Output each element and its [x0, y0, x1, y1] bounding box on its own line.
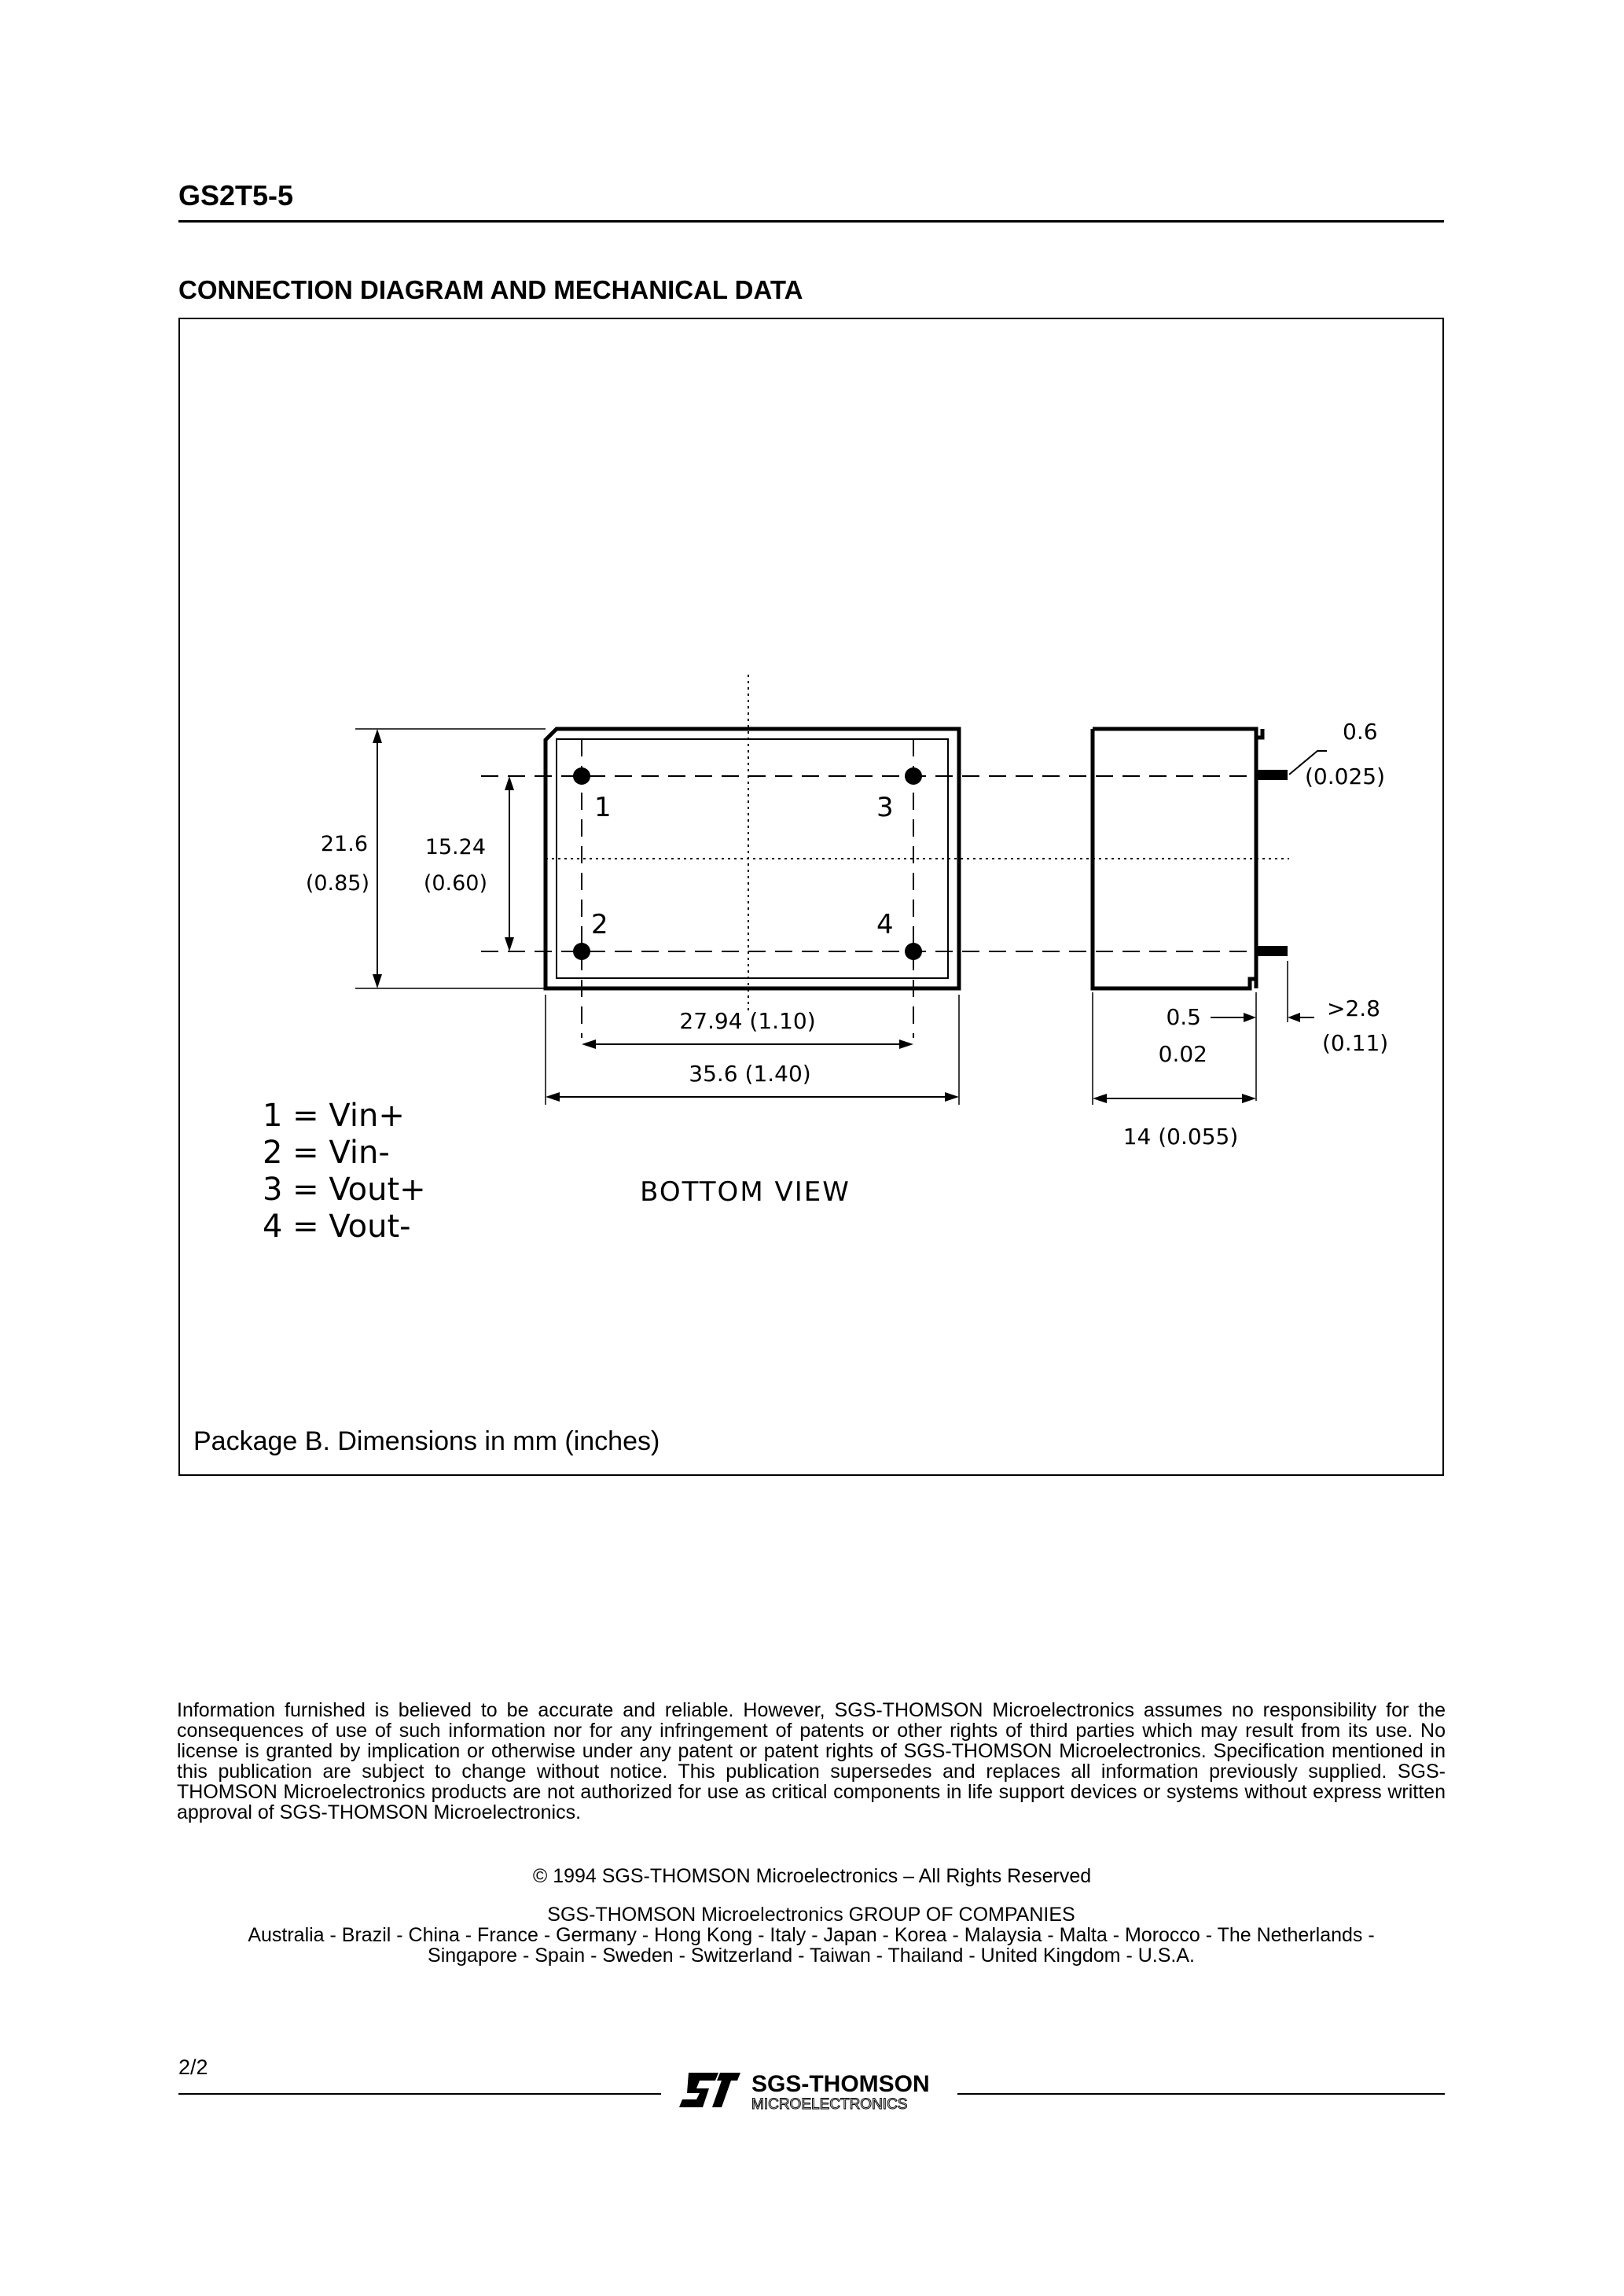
legend-item-2: 2 = Vin-: [263, 1135, 390, 1171]
legend-item-3: 3 = Vout+: [263, 1172, 426, 1208]
dim-pin-length-in: (0.11): [1322, 1030, 1389, 1056]
dim-pin-dia-in: (0.025): [1305, 763, 1386, 789]
dim-height-mm: 21.6: [320, 832, 368, 856]
pin-1: [573, 767, 590, 785]
dim-standoff: [1211, 961, 1314, 1101]
dim-pin-spacing-h: 27.94 (1.10): [679, 1008, 816, 1034]
st-logo: [678, 2066, 945, 2114]
dim-pin-spacing-v-in: (0.60): [423, 871, 487, 896]
dim-thickness-label: 14 (0.055): [1122, 1124, 1239, 1150]
pin-label-1: 1: [594, 792, 612, 823]
bottom-view-package: [546, 729, 959, 988]
pin-4: [905, 943, 922, 960]
view-label: BOTTOM VIEW: [640, 1176, 851, 1208]
dim-standoff-in: 0.02: [1158, 1041, 1207, 1067]
legend-item-1: 1 = Vin+: [263, 1098, 405, 1134]
copyright-line: © 1994 SGS-THOMSON Microelectronics – All Rights Reserved: [532, 1865, 1092, 1887]
dim-height-in: (0.85): [305, 871, 369, 896]
logo-text: SGS-THOMSON: [751, 2071, 930, 2097]
dim-pin-spacing-horizontal: [582, 1039, 913, 1049]
footer-rule-left: [178, 2093, 661, 2095]
logo-subtext: MICROELECTRONICS: [751, 2096, 908, 2113]
pin-3: [905, 767, 922, 785]
page-number: 2/2: [178, 2055, 208, 2079]
countries-line-2: Singapore - Spain - Sweden - Switzerland - Taiwan - Thailand - United Kingdom - U.S.A.: [428, 1945, 1195, 1967]
dim-width-label: 35.6 (1.40): [689, 1061, 811, 1087]
dim-pin-length-mm: >2.8: [1327, 995, 1380, 1021]
pin-label-2: 2: [591, 909, 608, 940]
group-of-companies: [178, 1904, 1444, 1966]
pin-label-4: 4: [876, 909, 894, 940]
part-number: GS2T5-5: [178, 179, 294, 212]
disclaimer-text: Information furnished is believed to be accurate and reliable. However, SGS-THOMSON Microelectronics assumes no responsibility for the consequences of use of such information nor for any infringement of patents or other rights of third parties which may result from its use. No license is granted by implication or otherwise under any patent or patent rights of SGS-THOMSON Microelectronics. Specification mentioned in this publication are subject to change without notice. This publication supersedes and replaces all information previously supplied. SGS-THOMSON Microelectronics products are not authorized for use as critical components in life support devices or systems without express written approval of SGS-THOMSON Microelectronics.: [177, 1699, 1446, 1823]
diagram-caption: Package B. Dimensions in mm (inches): [193, 1426, 660, 1456]
pin-label-3: 3: [876, 792, 894, 823]
section-title: CONNECTION DIAGRAM AND MECHANICAL DATA: [178, 275, 803, 304]
dim-pin-dia-mm: 0.6: [1343, 719, 1378, 745]
dim-pin-spacing-vertical: [505, 776, 514, 951]
group-title: SGS-THOMSON Microelectronics GROUP OF COMPANIES: [547, 1904, 1075, 1926]
dim-standoff-mm: 0.5: [1166, 1004, 1201, 1030]
pin-2: [573, 943, 590, 960]
st-logo-icon: [679, 2073, 740, 2107]
legend-item-4: 4 = Vout-: [263, 1209, 411, 1245]
countries-line-1: Australia - Brazil - China - France - Germany - Hong Kong - Italy - Japan - Korea - Malaysia - Malta - Morocco - The Netherlands -: [248, 1924, 1375, 1946]
dim-pin-spacing-v-mm: 15.24: [424, 835, 486, 859]
footer-rule-right: [957, 2093, 1445, 2095]
